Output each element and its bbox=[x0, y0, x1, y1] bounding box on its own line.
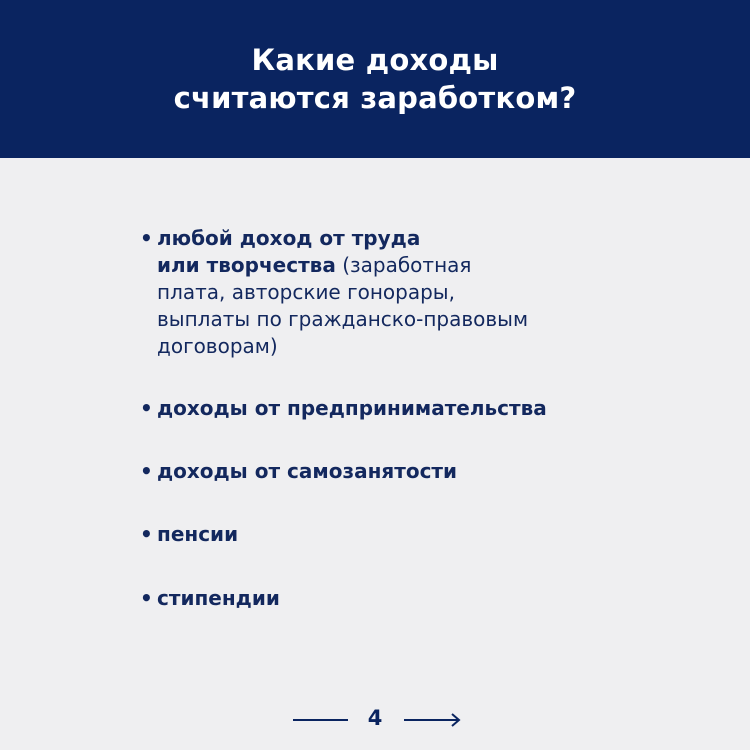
list-item-bold-line-2: или творчества bbox=[157, 253, 336, 277]
bullet-icon: • bbox=[140, 586, 153, 610]
page-number: 4 bbox=[367, 706, 383, 730]
bullet-icon: • bbox=[140, 396, 153, 420]
list-item-plain-line-5: договорам) bbox=[157, 334, 278, 358]
list-item-text: пенсии bbox=[157, 522, 239, 546]
page-title bbox=[174, 41, 577, 117]
list-item bbox=[140, 458, 457, 485]
list-item-text: доходы от предпринимательства bbox=[157, 396, 547, 420]
list-item bbox=[140, 585, 280, 612]
pagination bbox=[0, 700, 750, 740]
bullet-icon: • bbox=[140, 226, 153, 250]
page-title-line-2: считаются заработком? bbox=[173, 81, 577, 115]
bullet-icon: • bbox=[140, 522, 153, 546]
divider-line bbox=[293, 719, 348, 721]
bullet-icon: • bbox=[140, 459, 153, 483]
list-item-text: доходы от самозанятости bbox=[157, 459, 458, 483]
header-banner bbox=[0, 0, 750, 158]
list-item-text: стипендии bbox=[157, 586, 280, 610]
arrow-right-icon[interactable] bbox=[404, 712, 462, 732]
page-title-line-1: Какие доходы bbox=[251, 43, 499, 77]
list-item bbox=[140, 521, 238, 548]
list-item bbox=[140, 395, 547, 422]
list-item-plain-line-2: (заработная bbox=[335, 253, 472, 277]
list-item-plain-line-3: плата, авторские гонорары, bbox=[157, 280, 455, 304]
list-item-plain-line-4: выплаты по гражданско-правовым bbox=[157, 307, 529, 331]
list-item-bold-line-1: любой доход от труда bbox=[157, 226, 421, 250]
list-item bbox=[140, 225, 528, 360]
